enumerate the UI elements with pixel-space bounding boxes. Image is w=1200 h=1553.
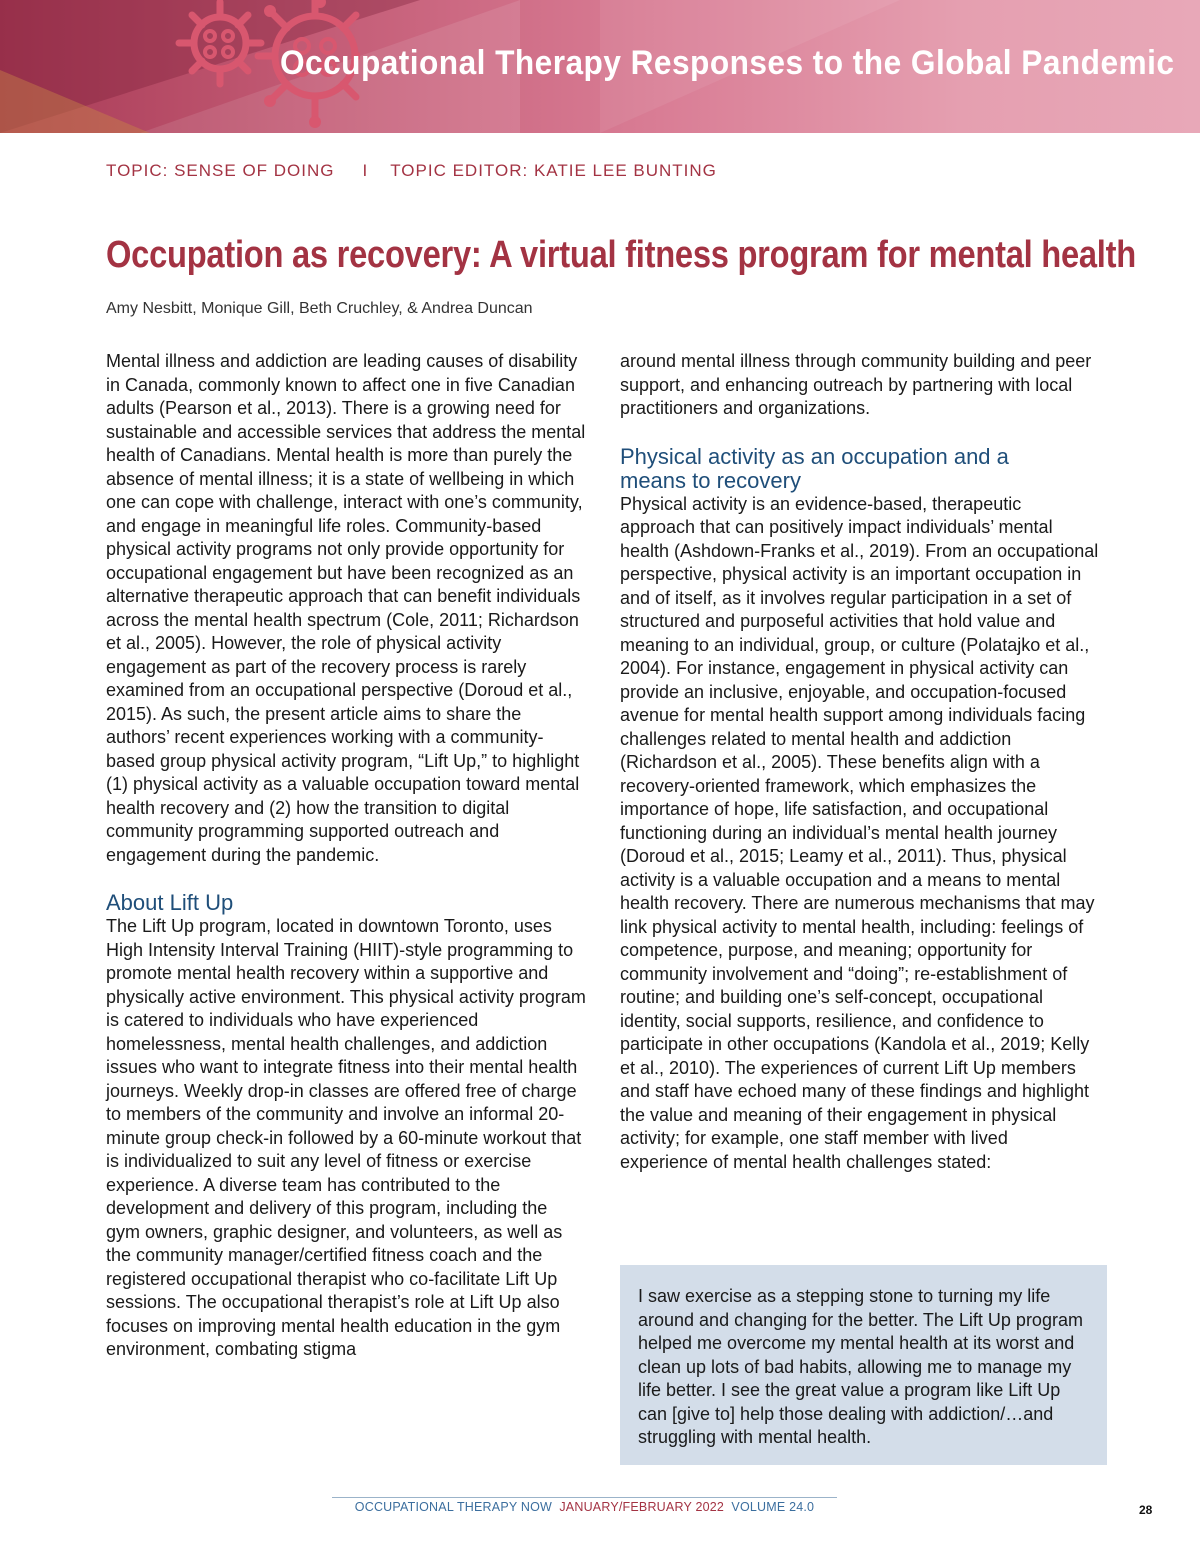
topic-separator: I bbox=[362, 161, 369, 180]
header-banner bbox=[0, 0, 1200, 133]
continuation-paragraph: around mental illness through community building and peer support, and enhancing outreach by partnering with local practitioners and organizations. bbox=[620, 351, 1092, 418]
page-number: 28 bbox=[1139, 1503, 1153, 1517]
topic-line bbox=[106, 161, 717, 181]
topic-editor: TOPIC EDITOR: KATIE LEE BUNTING bbox=[390, 161, 717, 180]
right-column bbox=[620, 350, 1100, 1174]
left-column bbox=[106, 350, 586, 1362]
footer-publication: OCCUPATIONAL THERAPY NOW bbox=[354, 1500, 552, 1514]
footer-issue: JANUARY/FEBRUARY 2022 bbox=[559, 1500, 725, 1514]
footer bbox=[332, 1500, 837, 1514]
article-title: Occupation as recovery: A virtual fitness program for mental health bbox=[106, 234, 1136, 276]
physical-activity-paragraph: Physical activity is an evidence-based, therapeutic approach that can positively impact individuals’ mental health (Ashdown-Franks et al., 2019). From an occupational perspective, physical activity is an important occupation in and of itself, as it involves regular participation in a set of structured and purposeful activities that hold value and meaning to an individual, group, or culture (Polatajko et al., 2004). For instance, engagement in physical activity can provide an inclusive, enjoyable, and occupation-focused avenue for mental health support among individuals facing challenges related to mental health and addiction (Richardson et al., 2005). These benefits align with a recovery-oriented framework, which emphasizes the importance of hope, life satisfaction, and occupational functioning during an individual’s mental health journey (Doroud et al., 2015; Leamy et al., 2011). Thus, physical activity is a valuable occupation and a means to mental health recovery. There are numerous mechanisms that may link physical activity to mental health, including: feelings of competence, purpose, and meaning; opportunity for community involvement and “doing”; re-establishment of routine; and building one’s self-concept, occupational identity, social supports, resilience, and confidence to participate in other occupations (Kandola et al., 2019; Kelly et al., 2010). The experiences of current Lift Up members and staff have echoed many of these findings and highlight the value and meaning of their engagement in physical activity; for example, one staff member with lived experience of mental health challenges stated: bbox=[620, 493, 1099, 1172]
footer-volume: VOLUME 24.0 bbox=[731, 1500, 815, 1514]
about-paragraph: The Lift Up program, located in downtown Toronto, uses High Intensity Interval Training (HIIT)-style programming to promote mental health recovery within a supportive and physically active environment. This physical activity program is catered to individuals who have experienced homelessness, mental health challenges, and addiction issues who want to integrate fitness into their mental health journeys. Weekly drop-in classes are offered free of charge to members of the community and involve an informal 20-minute group check-in followed by a 60-minute workout that is individualized to suit any level of fitness or exercise experience. A diverse team has contributed to the development and delivery of this program, including the gym owners, graphic designer, and volunteers, as well as the community manager/certified fitness coach and the registered occupational therapist who co-facilitate Lift Up sessions. The occupational therapist’s role at Lift Up also focuses on improving mental health education in the gym environment, combating stigma bbox=[106, 916, 586, 1359]
section-heading-about: About Lift Up bbox=[106, 890, 234, 915]
footer-divider bbox=[332, 1497, 837, 1498]
banner-facet bbox=[0, 70, 150, 133]
topic-label: TOPIC: SENSE OF DOING bbox=[106, 161, 335, 180]
quote-text: I saw exercise as a stepping stone to turning my life around and changing for the better. The Lift Up program helped me overcome my mental health at its worst and clean up lots of bad habits, allowing me to manage my life better. I see the great value a program like Lift Up can [give to] help those dealing with addiction/…and struggling with mental health. bbox=[638, 1286, 1083, 1447]
quote-box bbox=[620, 1265, 1107, 1465]
article-authors: Amy Nesbitt, Monique Gill, Beth Cruchley, & Andrea Duncan bbox=[106, 300, 533, 317]
intro-paragraph: Mental illness and addiction are leading causes of disability in Canada, commonly known to affect one in five Canadian adults (Pearson et al., 2013). There is a growing need for sustainable and accessible services that address the mental health of Canadians. Mental health is more than purely the absence of mental illness; it is a state of wellbeing in which one can cope with challenge, interact with one’s community, and engage in meaningful life roles. Community-based physical activity programs not only provide opportunity for occupational engagement but have been recognized as an alternative therapeutic approach that can benefit individuals across the mental health spectrum (Cole, 2011; Richardson et al., 2005). However, the role of physical activity engagement as part of the recovery process is rarely examined from an occupational perspective (Doroud et al., 2015). As such, the present article aims to share the authors’ recent experiences working with a community-based group physical activity program, “Lift Up,” to highlight (1) physical activity as a valuable occupation toward mental health recovery and (2) how the transition to digital community programming supported outreach and engagement during the pandemic. bbox=[106, 351, 586, 865]
section-heading-physical-activity: Physical activity as an occupation and a means to recovery bbox=[620, 443, 1009, 493]
banner-title: Occupational Therapy Responses to the Global Pandemic bbox=[280, 44, 1175, 82]
